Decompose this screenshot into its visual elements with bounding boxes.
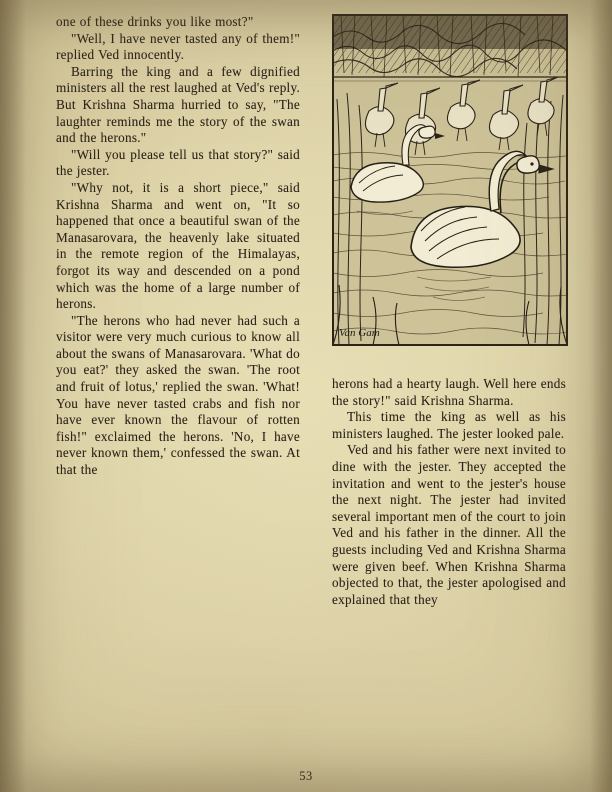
page-number: 53 [299, 769, 313, 783]
text-column-left [56, 14, 300, 479]
paragraph: "Well, I have never tasted any of them!" replied Ved innocently. [56, 30, 300, 63]
paragraph: "Why not, it is a short piece," said Krishna Sharma and went on, "It so happened that once a beautiful swan of the Manasarovara, the heavenly lake situated in the remote region of the Himalayas, forgot its way and descended on a pond which was the home of a large number of herons. [56, 179, 300, 312]
page-edge-shadow-right [590, 0, 612, 792]
artist-signature: Van Gam [339, 327, 380, 339]
paragraph: "Will you please tell us that story?" said the jester. [56, 146, 300, 179]
paragraph: Ved and his father were next invited to dine with the jester. They accepted the invitation and went to the jester's house the next night. The jester had invited several important men of the court to join Ved and his father in the dinner. All the guests including Ved and Krishna Sharma were given beef. When Krishna Sharma objected to that, the jester apologised and explained that they [332, 442, 566, 607]
page-content [56, 14, 566, 774]
paragraph: "The herons who had never had such a visitor were very much curious to know all about the swans of Manasarovara. 'What do you eat?' they asked the swan. 'The root and fruit of lotus,' replied the swan. 'What! You have never tasted crabs and fish nor have ever known the flavour of rotten fish!" exclaimed the herons. 'No, I have never known them,' confessed the swan. At that the [56, 312, 300, 478]
paragraph: one of these drinks you like most?" [56, 14, 254, 29]
swans-and-herons-illustration [332, 14, 568, 346]
paragraph: Barring the king and a few dignified ministers all the rest laughed at Ved's reply. But Krishna Sharma hurried to say, "The laughter reminds me the story of the swan and the herons." [56, 63, 300, 146]
illustration-container [332, 14, 566, 346]
page-edge-shadow-left [0, 0, 26, 792]
paragraph: This time the king as well as his ministers laughed. The jester looked pale. [332, 409, 566, 441]
paragraph: herons had a hearty laugh. Well here ends the story!" said Krishna Sharma. [332, 376, 566, 408]
text-column-right [332, 376, 566, 608]
illustration-svg [333, 15, 567, 345]
